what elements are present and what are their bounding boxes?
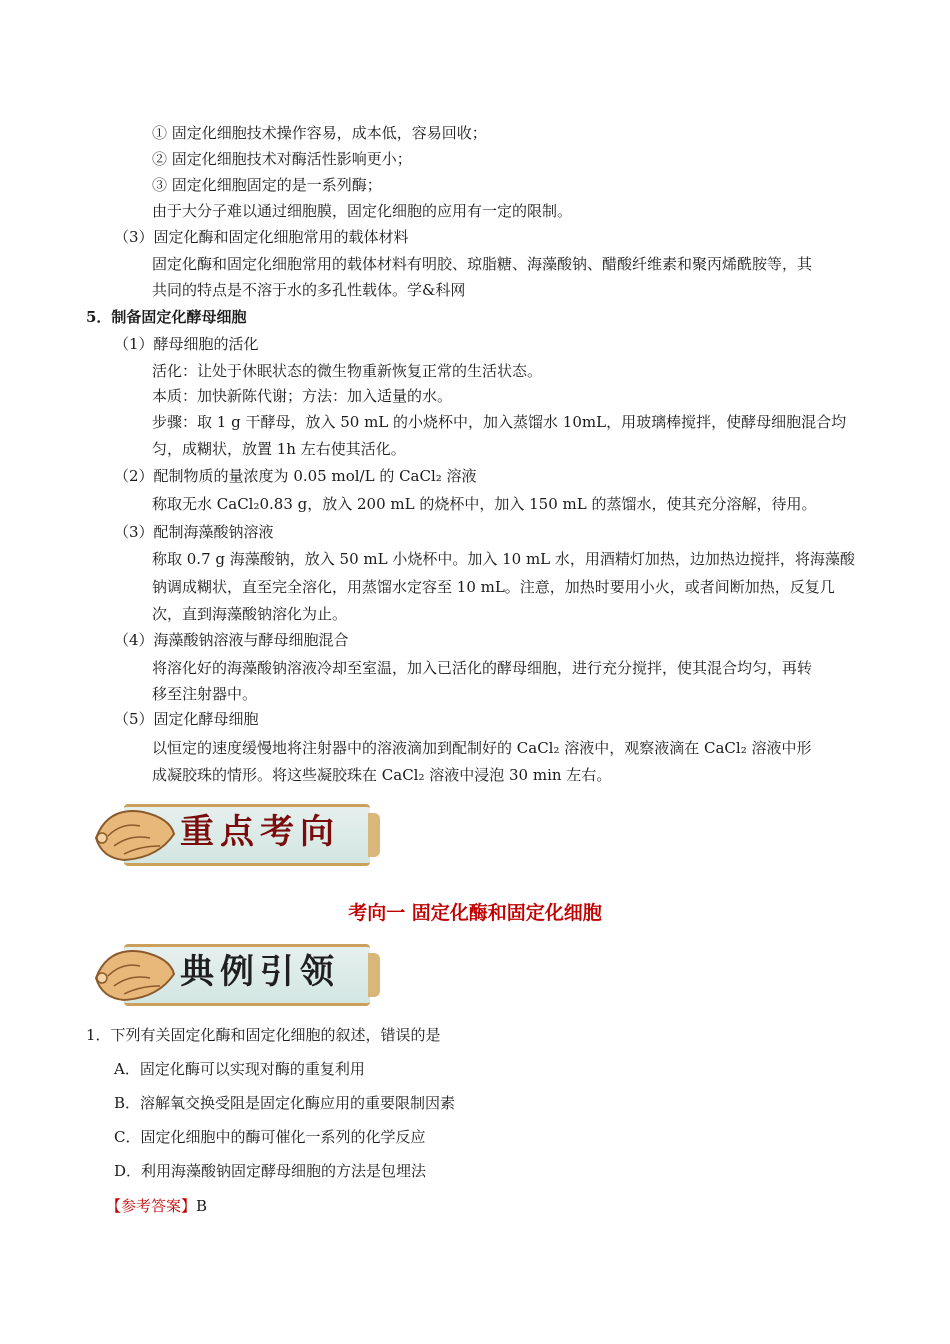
section-heading: 5．制备固定化酵母细胞 <box>86 308 247 326</box>
text-line: ③ 固定化细胞固定的是一系列酶； <box>152 176 382 194</box>
text-line: 匀，成糊状，放置 1h 左右使其活化。 <box>152 440 406 458</box>
conch-shell-icon <box>88 798 178 868</box>
banner-title: 重点考向 <box>180 812 340 852</box>
answer-value: B <box>196 1197 208 1215</box>
text-line: 以恒定的速度缓慢地将注射器中的溶液滴加到配制好的 CaCl₂ 溶液中，观察液滴在 CaCl₂ 溶液中形 <box>152 739 812 757</box>
topic-heading: 考向一 固定化酶和固定化细胞 <box>348 902 602 924</box>
subsection-heading: （1）酵母细胞的活化 <box>114 335 259 353</box>
text-line: 固定化酶和固定化细胞常用的载体材料有明胶、琼脂糖、海藻酸钠、醋酸纤维素和聚丙烯酰胺等，其 <box>152 255 813 273</box>
answer-line <box>106 1193 207 1219</box>
text-line: 共同的特点是不溶于水的多孔性载体。学&科网 <box>152 281 466 299</box>
banner-key-topics <box>88 794 378 870</box>
text-line: 活化：让处于休眠状态的微生物重新恢复正常的生活状态。 <box>152 362 543 380</box>
subsection-heading: （3）固定化酶和固定化细胞常用的载体材料 <box>114 228 409 246</box>
text-line: 次，直到海藻酸钠溶化为止。 <box>152 605 348 623</box>
text-line: 步骤：取 1 g 干酵母，放入 50 mL 的小烧杯中，加入蒸馏水 10mL，用玻璃棒搅拌，使酵母细胞混合均 <box>152 413 847 431</box>
text-line: 称取无水 CaCl₂0.83 g，放入 200 mL 的烧杯中，加入 150 mL 的蒸馏水，使其充分溶解，待用。 <box>152 495 817 513</box>
text-line: 移至注射器中。 <box>152 685 258 703</box>
option-b: B．溶解氧交换受阻是固定化酶应用的重要限制因素 <box>114 1094 456 1112</box>
text-line: 钠调成糊状，直至完全溶化，用蒸馏水定容至 10 mL。注意，加热时要用小火，或者间断加热，反复几 <box>152 578 835 596</box>
subsection-heading: （2）配制物质的量浓度为 0.05 mol/L 的 CaCl₂ 溶液 <box>114 467 477 485</box>
subsection-heading: （5）固定化酵母细胞 <box>114 710 259 728</box>
option-c: C．固定化细胞中的酶可催化一系列的化学反应 <box>114 1128 426 1146</box>
text-line: 称取 0.7 g 海藻酸钠，放入 50 mL 小烧杯中。加入 10 mL 水，用酒精灯加热，边加热边搅拌，将海藻酸 <box>152 550 855 568</box>
text-line: 成凝胶珠的情形。将这些凝胶珠在 CaCl₂ 溶液中浸泡 30 min 左右。 <box>152 766 612 784</box>
text-line: ① 固定化细胞技术操作容易，成本低，容易回收； <box>152 124 487 142</box>
option-a: A．固定化酶可以实现对酶的重复利用 <box>114 1060 365 1078</box>
conch-shell-icon <box>88 938 178 1008</box>
banner-title: 典例引领 <box>180 952 340 992</box>
text-line: ② 固定化细胞技术对酶活性影响更小； <box>152 150 412 168</box>
subsection-heading: （4）海藻酸钠溶液与酵母细胞混合 <box>114 631 349 649</box>
option-d: D．利用海藻酸钠固定酵母细胞的方法是包埋法 <box>114 1162 427 1180</box>
answer-label: 【参考答案】 <box>106 1197 197 1215</box>
subsection-heading: （3）配制海藻酸钠溶液 <box>114 523 274 541</box>
text-line: 本质：加快新陈代谢；方法：加入适量的水。 <box>152 387 453 405</box>
question-stem: 1．下列有关固定化酶和固定化细胞的叙述，错误的是 <box>86 1026 441 1044</box>
banner-examples <box>88 934 378 1010</box>
text-line: 由于大分子难以通过细胞膜，固定化细胞的应用有一定的限制。 <box>152 202 573 220</box>
text-line: 将溶化好的海藻酸钠溶液冷却至室温，加入已活化的酵母细胞，进行充分搅拌，使其混合均匀，再转 <box>152 659 813 677</box>
